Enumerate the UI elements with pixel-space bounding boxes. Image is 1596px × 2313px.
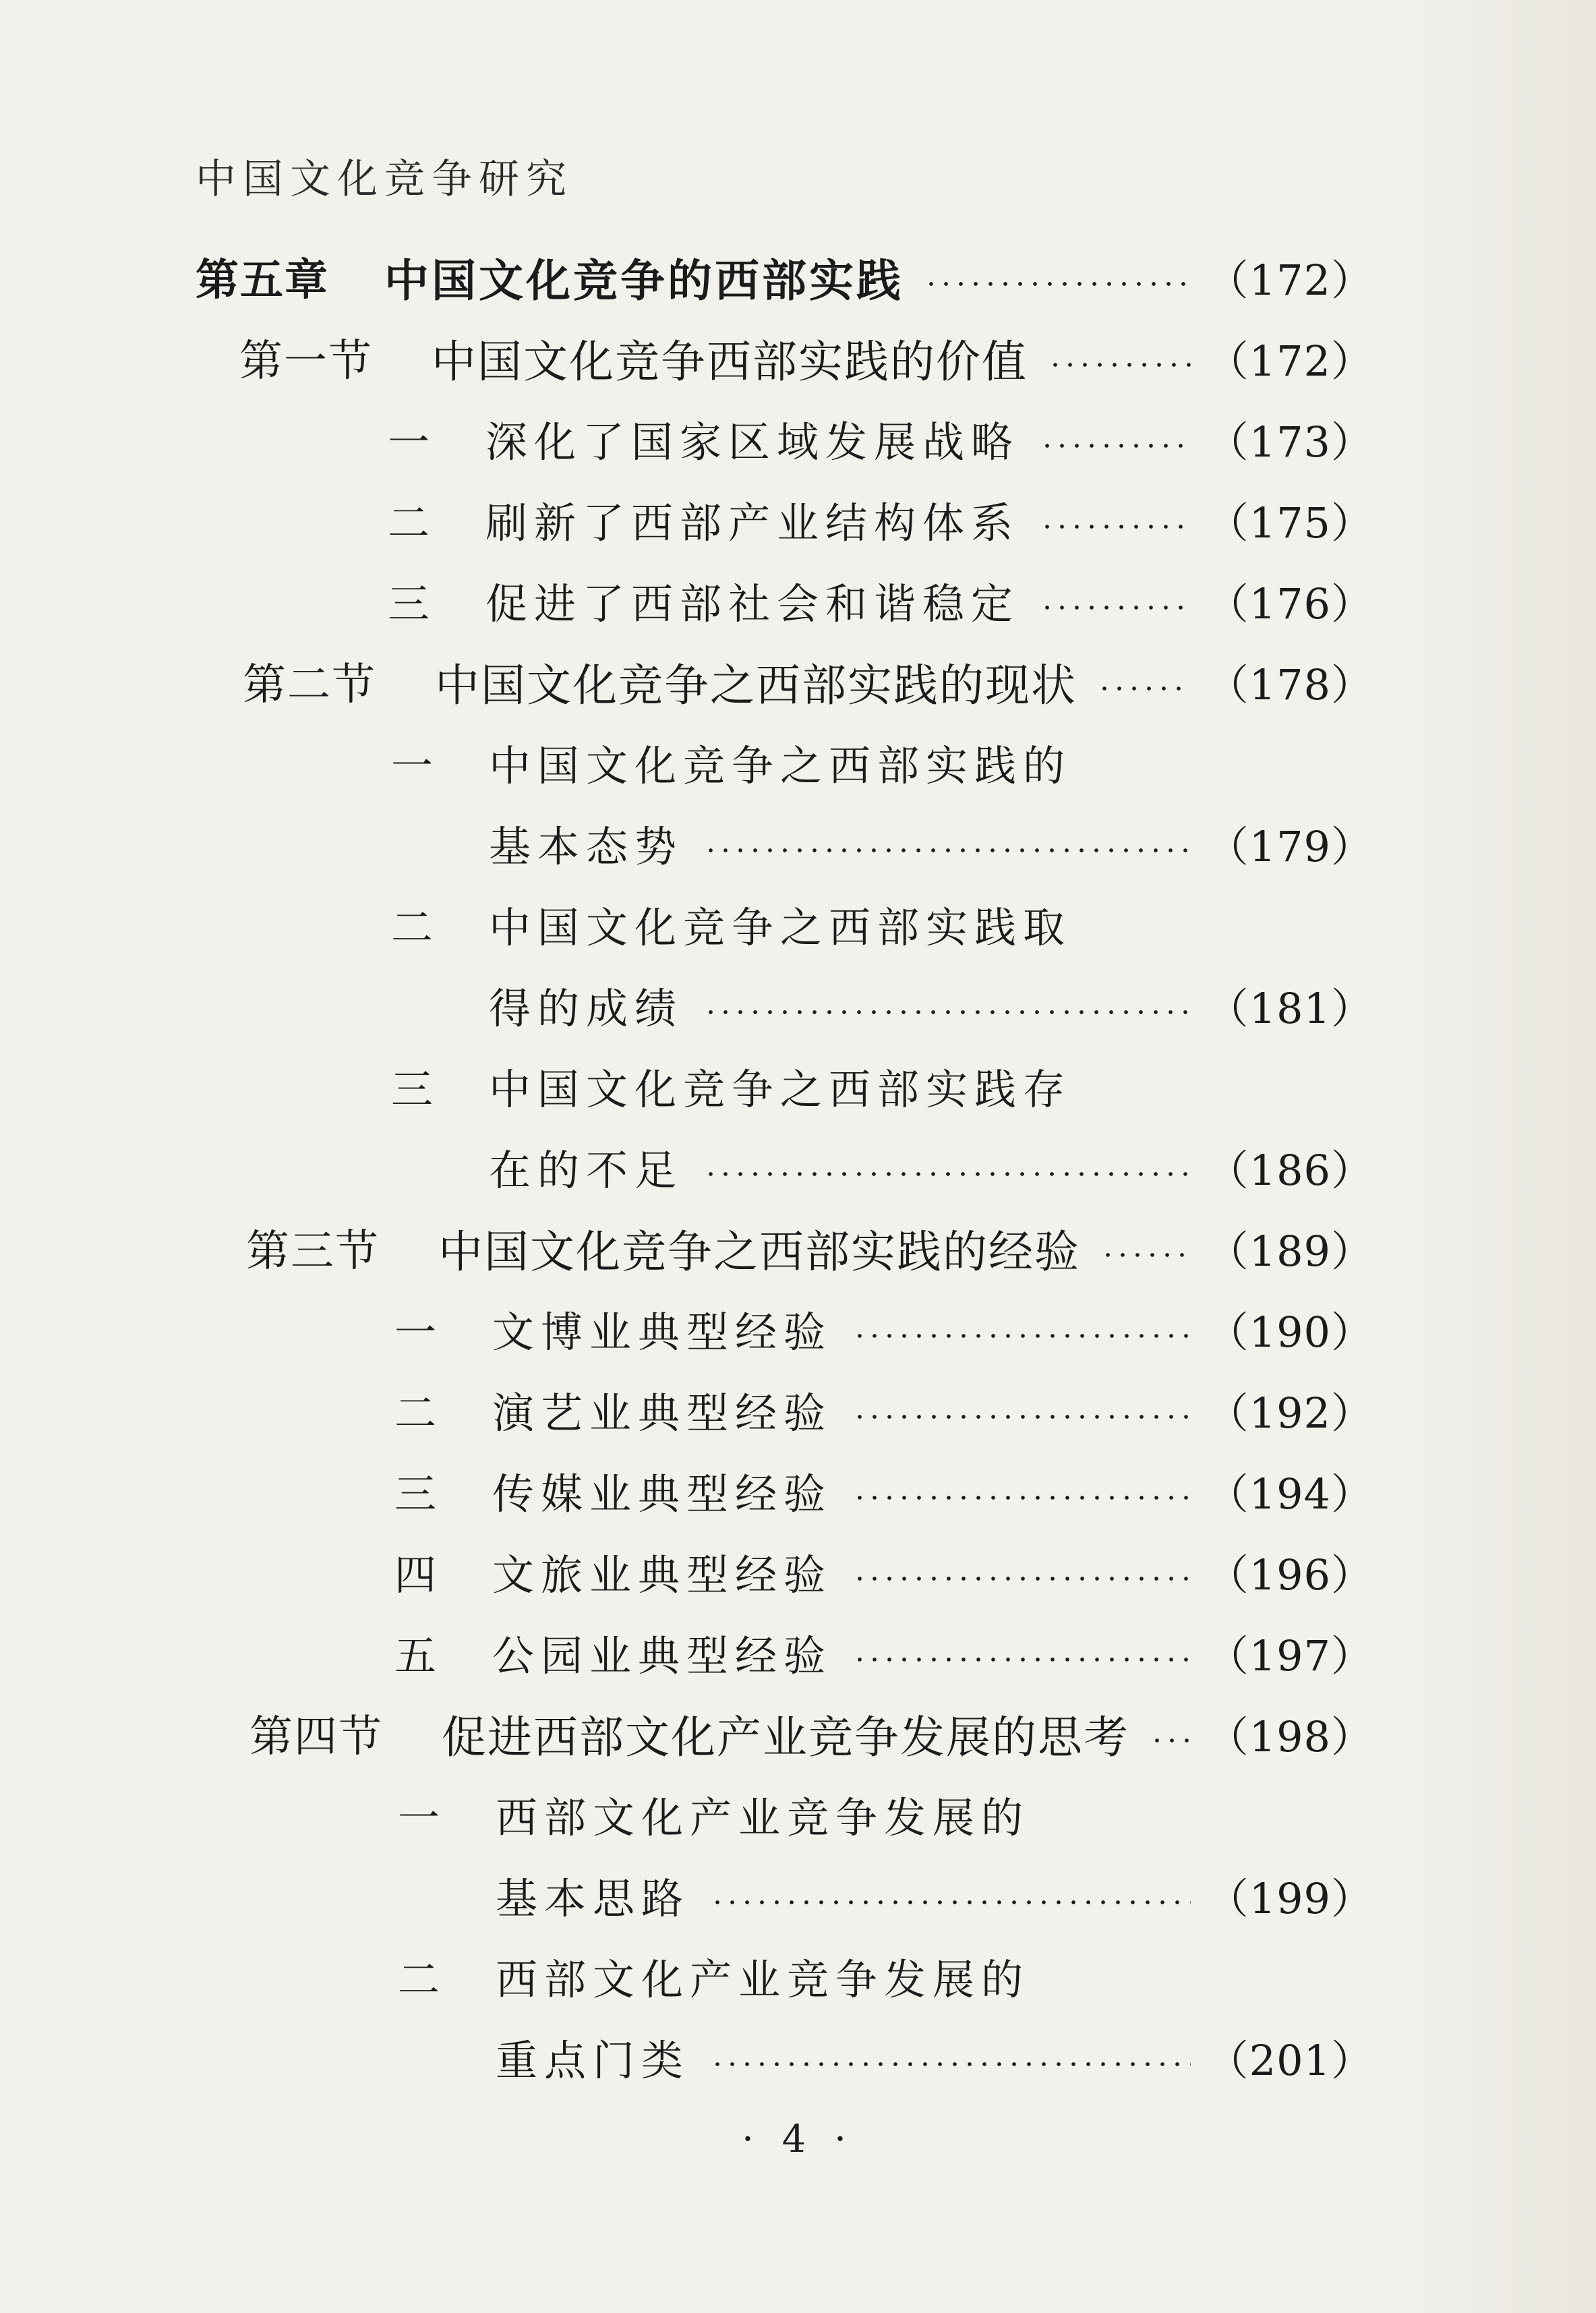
item-title-continued: 得的成绩 xyxy=(489,983,684,1033)
item-number: 二 xyxy=(398,1954,440,2004)
chapter-title: 中国文化竞争的西部实践 xyxy=(384,254,904,307)
page-number: （173） xyxy=(1206,417,1373,467)
dot-leader xyxy=(703,1171,1191,1177)
item-number: 一 xyxy=(398,1792,440,1842)
chapter-prefix: 第五章 xyxy=(196,255,329,305)
item-title: 深化了国家区域发展战略 xyxy=(485,417,1020,467)
item-title: 促进了西部社会和谐稳定 xyxy=(485,579,1020,628)
toc-section-4[interactable] xyxy=(249,1699,1373,1767)
dot-leader xyxy=(710,2061,1191,2067)
dot-leader xyxy=(1097,686,1191,691)
dot-leader xyxy=(1040,605,1191,610)
item-title: 刷新了西部产业结构体系 xyxy=(485,498,1020,548)
dot-leader xyxy=(1040,524,1191,529)
page-number: （176） xyxy=(1206,579,1373,628)
running-header: 中国文化竞争研究 xyxy=(196,156,573,203)
item-number: 一 xyxy=(391,740,434,790)
toc-chapter-5[interactable] xyxy=(196,243,1373,310)
item-title: 演艺业典型经验 xyxy=(492,1388,833,1438)
page-number: （179） xyxy=(1206,821,1373,871)
dot-leader xyxy=(852,1576,1191,1581)
item-number: 三 xyxy=(394,1469,437,1519)
item-title-continued: 基本思路 xyxy=(496,1873,690,1923)
page-number: （190） xyxy=(1206,1307,1373,1357)
dot-leader xyxy=(924,281,1191,287)
toc-item[interactable] xyxy=(394,1457,1373,1524)
toc-item-line-2[interactable] xyxy=(496,1861,1373,1929)
item-number: 三 xyxy=(388,579,430,628)
item-number: 四 xyxy=(394,1550,437,1600)
page-number: （197） xyxy=(1206,1631,1373,1680)
item-number: 二 xyxy=(391,902,434,952)
page-folio: · 4 · xyxy=(742,2117,854,2161)
section-prefix: 第一节 xyxy=(239,336,373,386)
item-title: 文博业典型经验 xyxy=(492,1307,833,1357)
dot-leader xyxy=(703,848,1191,853)
section-prefix: 第二节 xyxy=(243,660,376,710)
section-title: 中国文化竞争之西部实践的经验 xyxy=(438,1225,1080,1278)
dot-leader xyxy=(1150,1738,1191,1743)
item-number: 一 xyxy=(394,1307,437,1357)
toc-section-3[interactable] xyxy=(246,1214,1373,1281)
page-number: （181） xyxy=(1206,983,1373,1033)
page-number: （194） xyxy=(1206,1469,1373,1519)
page-number: （175） xyxy=(1206,498,1373,548)
item-number: 五 xyxy=(394,1631,437,1680)
dot-leader xyxy=(1048,362,1191,368)
toc-item-line-1[interactable] xyxy=(391,890,1373,958)
item-title: 西部文化产业竞争发展的 xyxy=(496,1954,1030,2004)
dot-leader xyxy=(852,1495,1191,1500)
toc-item-line-2[interactable] xyxy=(496,2023,1373,2090)
item-number: 一 xyxy=(388,417,430,467)
item-number: 三 xyxy=(391,1064,434,1114)
toc-item[interactable] xyxy=(394,1376,1373,1443)
item-title: 中国文化竞争之西部实践存 xyxy=(489,1064,1072,1114)
page-number: （178） xyxy=(1206,660,1373,709)
toc-section-2[interactable] xyxy=(243,647,1373,715)
toc-item[interactable] xyxy=(388,405,1373,472)
item-title-continued: 在的不足 xyxy=(489,1145,684,1195)
page-number: （198） xyxy=(1206,1711,1373,1761)
toc-section-1[interactable] xyxy=(239,324,1373,391)
item-title-continued: 重点门类 xyxy=(496,2035,690,2085)
toc-item[interactable] xyxy=(388,566,1373,634)
toc-item-line-1[interactable] xyxy=(398,1942,1373,2010)
dot-leader xyxy=(703,1009,1191,1015)
dot-leader xyxy=(852,1333,1191,1339)
toc-item-line-1[interactable] xyxy=(391,1052,1373,1119)
item-number: 二 xyxy=(388,498,430,548)
toc-item-line-2[interactable] xyxy=(489,971,1373,1038)
page-number: （196） xyxy=(1206,1550,1373,1600)
section-title: 促进西部文化产业竞争发展的思考 xyxy=(442,1711,1129,1763)
dot-leader xyxy=(1100,1252,1191,1258)
page-number: （172） xyxy=(1206,336,1373,386)
item-number: 二 xyxy=(394,1388,437,1438)
toc-item-line-2[interactable] xyxy=(489,1133,1373,1200)
page-number: （172） xyxy=(1206,255,1373,305)
dot-leader xyxy=(710,1900,1191,1905)
dot-leader xyxy=(852,1414,1191,1419)
page-number: （199） xyxy=(1206,1873,1373,1923)
page-number: （189） xyxy=(1206,1226,1373,1276)
page-number: （201） xyxy=(1206,2035,1373,2085)
toc-item-line-1[interactable] xyxy=(398,1780,1373,1848)
item-title: 中国文化竞争之西部实践的 xyxy=(489,740,1072,790)
section-title: 中国文化竞争之西部实践的现状 xyxy=(435,659,1077,711)
section-prefix: 第四节 xyxy=(249,1712,383,1762)
page-number: （186） xyxy=(1206,1145,1373,1195)
toc-item[interactable] xyxy=(394,1538,1373,1605)
item-title: 中国文化竞争之西部实践取 xyxy=(489,902,1072,952)
toc-item-line-2[interactable] xyxy=(489,809,1373,877)
dot-leader xyxy=(852,1657,1191,1662)
section-title: 中国文化竞争西部实践的价值 xyxy=(432,335,1028,388)
dot-leader xyxy=(1040,443,1191,448)
page-number: （192） xyxy=(1206,1388,1373,1438)
item-title: 公园业典型经验 xyxy=(492,1631,833,1680)
item-title: 传媒业典型经验 xyxy=(492,1469,833,1519)
toc-item[interactable] xyxy=(394,1618,1373,1686)
toc-item-line-1[interactable] xyxy=(391,728,1373,796)
item-title: 西部文化产业竞争发展的 xyxy=(496,1792,1030,1842)
item-title-continued: 基本态势 xyxy=(489,821,684,871)
toc-item[interactable] xyxy=(394,1295,1373,1362)
section-prefix: 第三节 xyxy=(246,1227,380,1277)
toc-item[interactable] xyxy=(388,486,1373,553)
item-title: 文旅业典型经验 xyxy=(492,1550,833,1600)
